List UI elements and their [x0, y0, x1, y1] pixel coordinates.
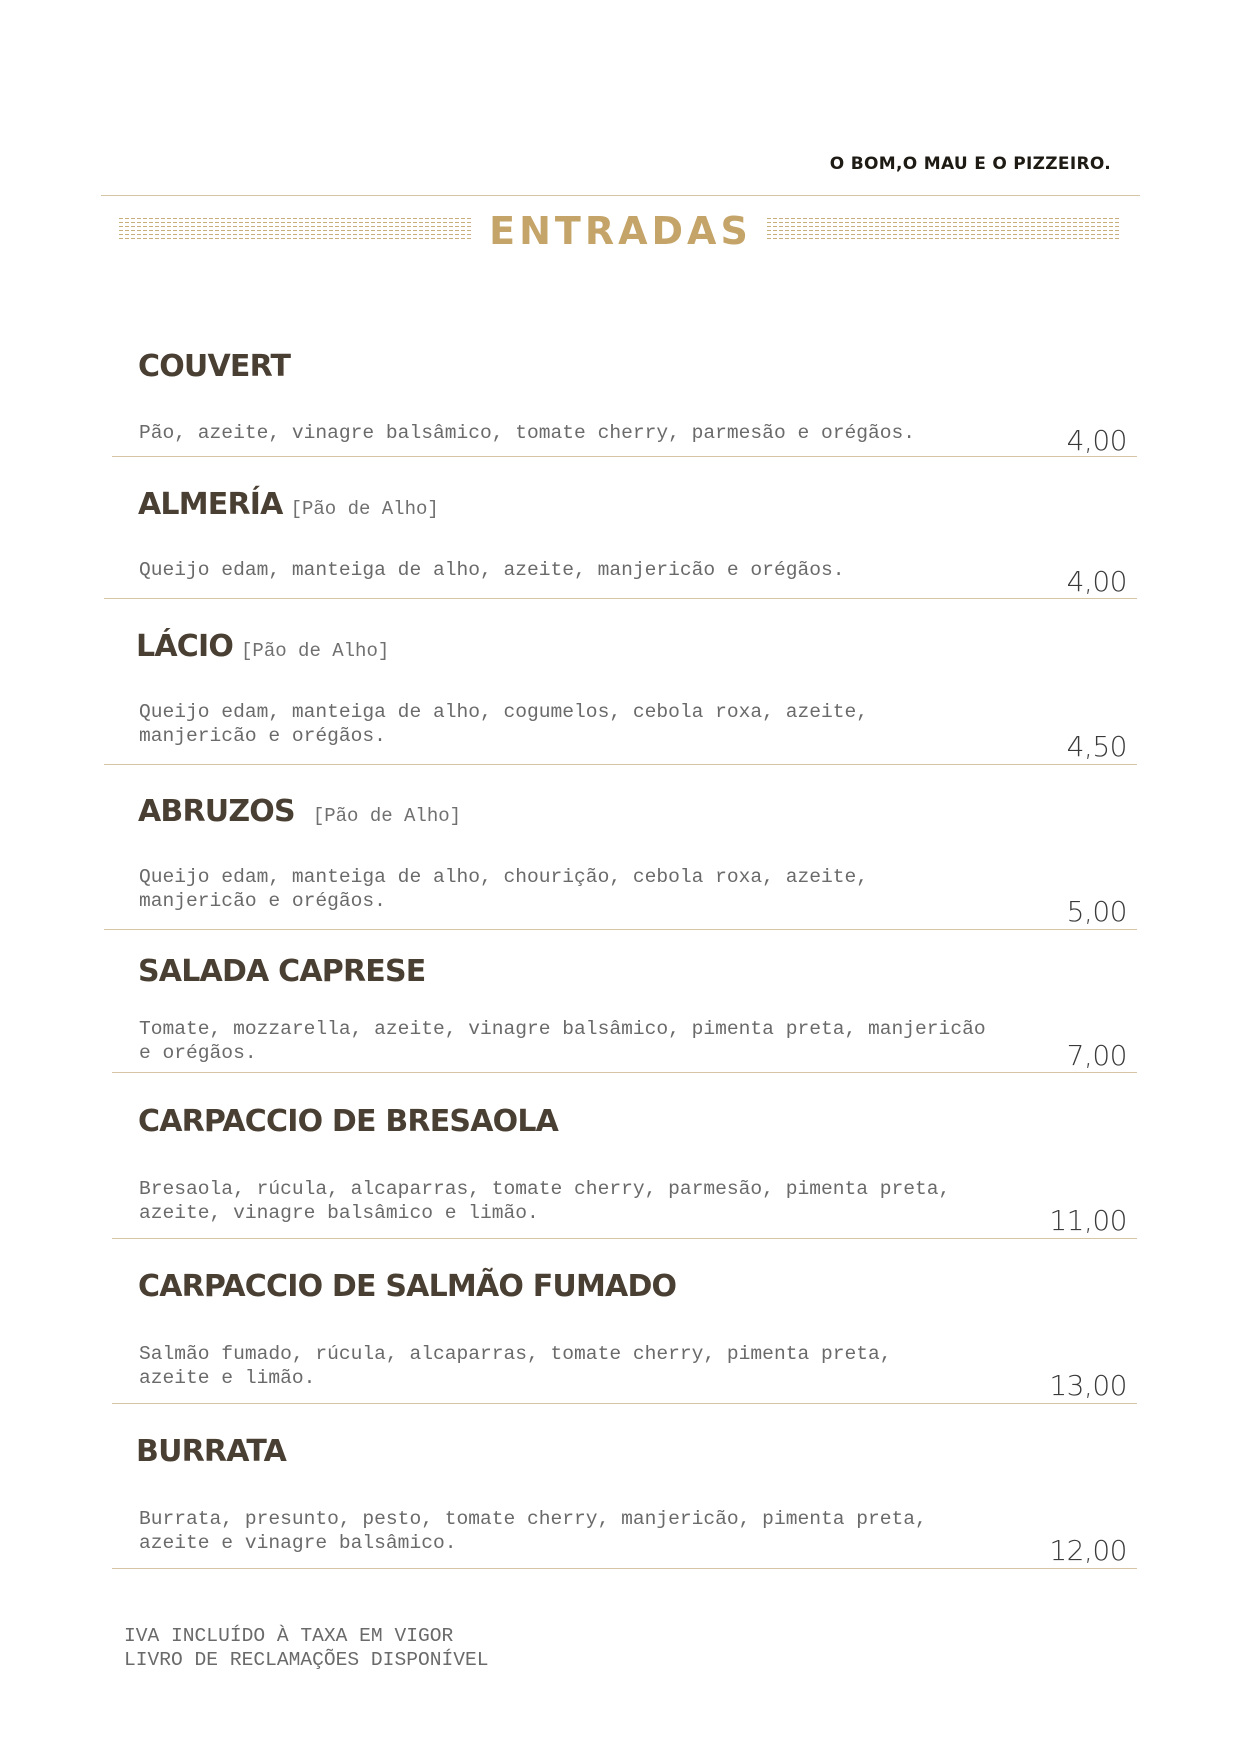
decorative-pattern-right: [767, 218, 1120, 242]
item-price: 4,50: [1066, 730, 1127, 763]
item-divider: [112, 1238, 1137, 1239]
item-price: 5,00: [1066, 895, 1127, 928]
item-name: SALADA CAPRESE: [138, 954, 426, 989]
footer-complaints-note: LIVRO DE RECLAMAÇÕES DISPONÍVEL: [124, 1649, 489, 1671]
item-price: 11,00: [1049, 1204, 1127, 1237]
item-description: Queijo edam, manteiga de alho, azeite, manjericão e orégãos.: [139, 559, 845, 581]
item-description: Tomate, mozzarella, azeite, vinagre balsâmico, pimenta preta, manjericão e orégãos.: [139, 1018, 986, 1064]
item-price: 12,00: [1049, 1534, 1127, 1567]
header-divider: [101, 195, 1140, 196]
item-divider: [112, 456, 1137, 457]
item-subtitle: [Pão de Alho]: [241, 640, 390, 662]
item-divider: [104, 929, 1137, 930]
item-name: BURRATA: [136, 1434, 287, 1469]
item-divider: [112, 1403, 1137, 1404]
item-divider: [112, 1568, 1137, 1569]
item-subtitle: [Pão de Alho]: [290, 498, 439, 520]
item-price: 13,00: [1049, 1369, 1127, 1402]
item-name: COUVERT: [138, 349, 291, 384]
footer-notes: [124, 1624, 489, 1672]
item-description: Queijo edam, manteiga de alho, cogumelos, cebola roxa, azeite, manjericão e orégãos.: [139, 701, 869, 747]
item-name: ALMERÍA [Pão de Alho]: [138, 487, 439, 522]
item-price: 4,00: [1066, 565, 1127, 598]
item-description: Burrata, presunto, pesto, tomate cherry, manjericão, pimenta preta, azeite e vinagre balsâmico.: [139, 1508, 927, 1554]
section-title: ENTRADAS: [489, 209, 752, 253]
item-name: LÁCIO [Pão de Alho]: [136, 629, 390, 664]
item-subtitle: [Pão de Alho]: [312, 805, 462, 827]
brand-name: O BOM,O MAU E O PIZZEIRO.: [829, 154, 1111, 174]
item-divider: [112, 1072, 1137, 1073]
item-description: Salmão fumado, rúcula, alcaparras, tomate cherry, pimenta preta, azeite e limão.: [139, 1343, 892, 1389]
footer-vat-note: IVA INCLUÍDO À TAXA EM VIGOR: [124, 1625, 454, 1647]
item-price: 7,00: [1066, 1039, 1127, 1072]
item-divider: [104, 764, 1137, 765]
decorative-pattern-left: [119, 218, 471, 242]
item-name: CARPACCIO DE BRESAOLA: [138, 1104, 559, 1139]
item-name: CARPACCIO DE SALMÃO FUMADO: [138, 1269, 677, 1304]
item-description: Bresaola, rúcula, alcaparras, tomate cherry, parmesão, pimenta preta, azeite, vinagre balsâmico e limão.: [139, 1178, 951, 1224]
item-description: Queijo edam, manteiga de alho, chourição, cebola roxa, azeite, manjericão e orégãos.: [139, 866, 869, 912]
item-divider: [104, 598, 1137, 599]
item-name: ABRUZOS [Pão de Alho]: [138, 794, 462, 829]
item-description: Pão, azeite, vinagre balsâmico, tomate cherry, parmesão e orégãos.: [139, 422, 916, 444]
item-price: 4,00: [1066, 424, 1127, 457]
